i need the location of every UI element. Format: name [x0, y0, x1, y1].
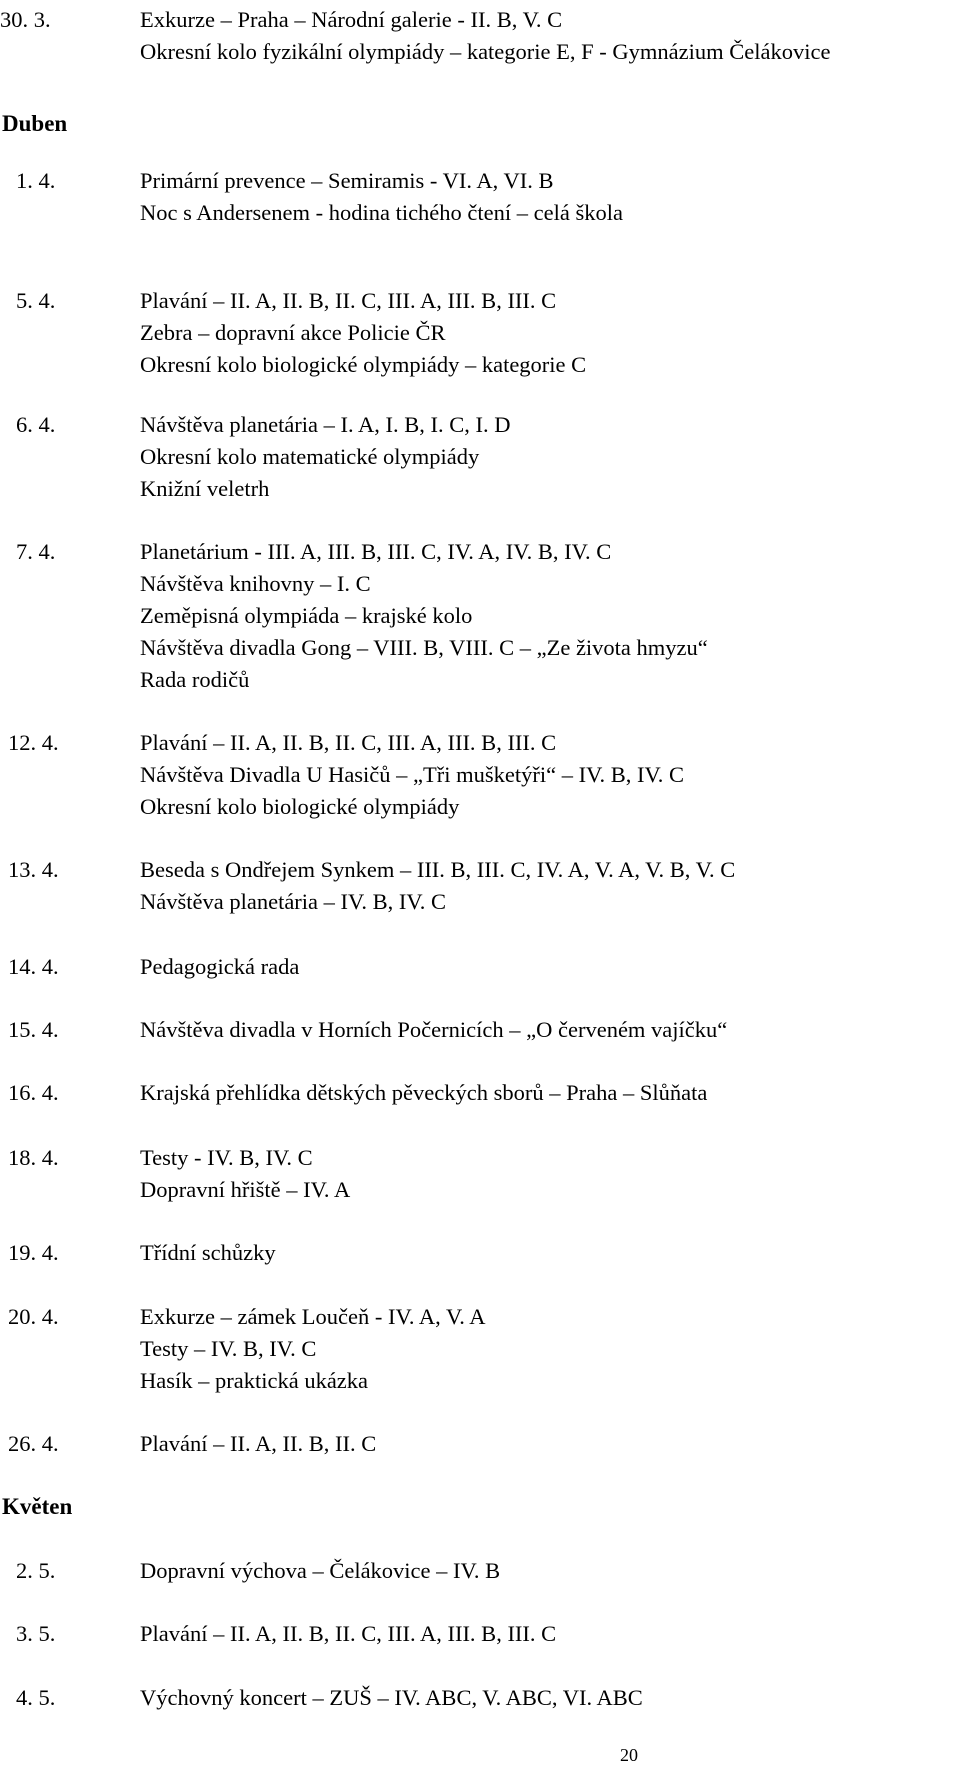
entry-line: Exkurze – zámek Loučeň - IV. A, V. A [140, 1304, 486, 1329]
entry-lines [140, 409, 511, 505]
entry-lines [140, 536, 708, 696]
entry-date: 18. 4. [8, 1145, 59, 1170]
entry-line: Planetárium - III. A, III. B, III. C, IV. A, IV. B, IV. C [140, 539, 612, 564]
entry-lines [140, 1428, 376, 1460]
entry-line: Pedagogická rada [140, 954, 300, 979]
entry-line: Okresní kolo fyzikální olympiády – kategorie E, F - Gymnázium Čelákovice [140, 39, 831, 64]
entry-date: 6. 4. [16, 412, 56, 437]
entry-line: Plavání – II. A, II. B, II. C, III. A, III. B, III. C [140, 730, 557, 755]
entry-line: Zebra – dopravní akce Policie ČR [140, 320, 446, 345]
entry-line: Krajská přehlídka dětských pěveckých sborů – Praha – Slůňata [140, 1080, 708, 1105]
entry-line: Zeměpisná olympiáda – krajské kolo [140, 603, 473, 628]
entry-line: Primární prevence – Semiramis - VI. A, VI. B [140, 168, 554, 193]
entry-date: 13. 4. [8, 857, 59, 882]
entry-date: 15. 4. [8, 1017, 59, 1042]
entry-line: Knižní veletrh [140, 476, 270, 501]
entry-line: Plavání – II. A, II. B, II. C [140, 1431, 377, 1456]
entry-line: Testy – IV. B, IV. C [140, 1336, 317, 1361]
entry-lines [140, 951, 299, 983]
entry-lines [140, 1618, 556, 1650]
entry-line: Plavání – II. A, II. B, II. C, III. A, III. B, III. C [140, 288, 557, 313]
entry-line: Návštěva planetária – I. A, I. B, I. C, I. D [140, 412, 511, 437]
entry-line: Okresní kolo biologické olympiády – kategorie C [140, 352, 587, 377]
entry-lines [140, 727, 684, 823]
entry-line: Výchovný koncert – ZUŠ – IV. ABC, V. ABC, VI. ABC [140, 1685, 643, 1710]
entry-line: Třídní schůzky [140, 1240, 276, 1265]
entry-line: Testy - IV. B, IV. C [140, 1145, 313, 1170]
entry-lines [140, 285, 586, 381]
entry-line: Plavání – II. A, II. B, II. C, III. A, III. B, III. C [140, 1621, 557, 1646]
entry-lines [140, 165, 623, 229]
entry-lines [140, 1237, 276, 1269]
entry-date: 3. 5. [16, 1621, 56, 1646]
entry-line: Návštěva Divadla U Hasičů – „Tři mušketýři“ – IV. B, IV. C [140, 762, 685, 787]
entry-date: 7. 4. [16, 539, 56, 564]
entry-lines [140, 4, 830, 68]
month-heading-may: Květen [2, 1494, 73, 1519]
entry-date: 12. 4. [8, 730, 59, 755]
entry-date: 2. 5. [16, 1558, 56, 1583]
entry-date: 26. 4. [8, 1431, 59, 1456]
entry-line: Noc s Andersenem - hodina tichého čtení – celá škola [140, 200, 623, 225]
entry-date: 19. 4. [8, 1240, 59, 1265]
entry-line: Exkurze – Praha – Národní galerie - II. B, V. C [140, 7, 563, 32]
month-heading-april: Duben [2, 111, 68, 136]
entry-date: 30. 3. [0, 7, 51, 32]
entry-date: 1. 4. [16, 168, 56, 193]
entry-line: Rada rodičů [140, 667, 250, 692]
entry-lines [140, 854, 735, 918]
entry-date: 4. 5. [16, 1685, 56, 1710]
entry-lines [140, 1555, 500, 1587]
entry-line: Beseda s Ondřejem Synkem – III. B, III. C, IV. A, V. A, V. B, V. C [140, 857, 736, 882]
entry-date: 14. 4. [8, 954, 59, 979]
entry-lines [140, 1301, 486, 1397]
entry-lines [140, 1077, 707, 1109]
entry-line: Dopravní hřiště – IV. A [140, 1177, 351, 1202]
entry-lines [140, 1014, 727, 1046]
entry-lines [140, 1682, 643, 1714]
entry-line: Návštěva planetária – IV. B, IV. C [140, 889, 446, 914]
entry-line: Okresní kolo matematické olympiády [140, 444, 480, 469]
entry-date: 16. 4. [8, 1080, 59, 1105]
entry-date: 20. 4. [8, 1304, 59, 1329]
page-number: 20 [620, 1745, 638, 1765]
entry-line: Návštěva divadla Gong – VIII. B, VIII. C – „Ze života hmyzu“ [140, 635, 708, 660]
entry-line: Dopravní výchova – Čelákovice – IV. B [140, 1558, 501, 1583]
entry-date: 5. 4. [16, 288, 56, 313]
entry-line: Okresní kolo biologické olympiády [140, 794, 460, 819]
entry-line: Návštěva divadla v Horních Počernicích – „O červeném vajíčku“ [140, 1017, 728, 1042]
entry-line: Hasík – praktická ukázka [140, 1368, 369, 1393]
entry-lines [140, 1142, 350, 1206]
entry-line: Návštěva knihovny – I. C [140, 571, 371, 596]
